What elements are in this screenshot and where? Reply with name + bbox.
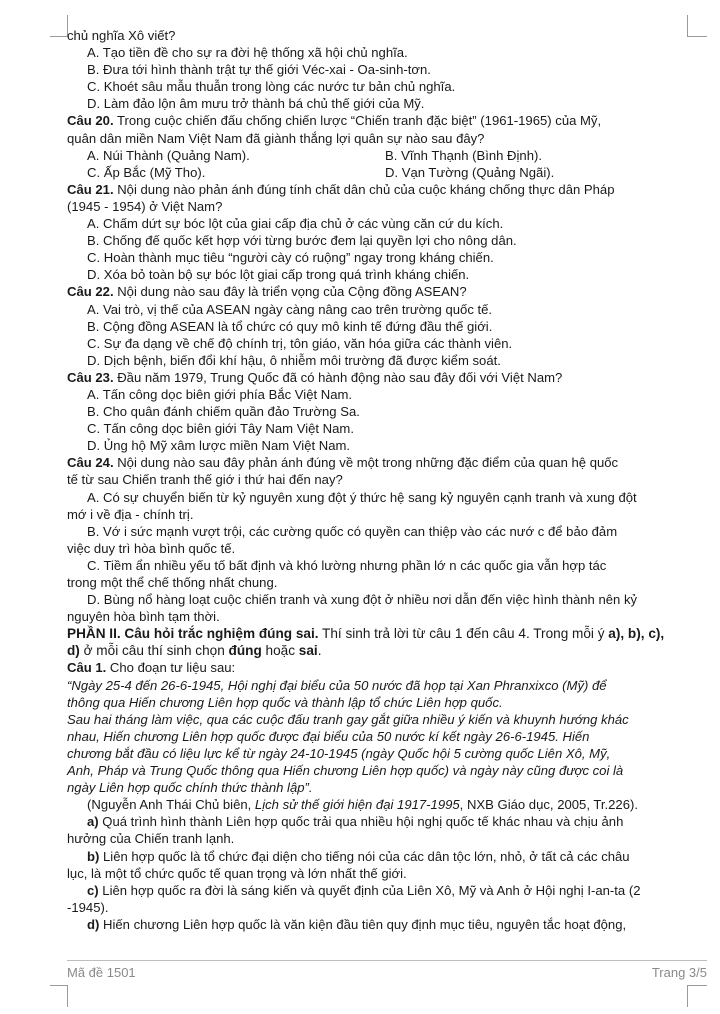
- quote-citation: [67, 796, 709, 813]
- option-c: C. Ấp Bắc (Mỹ Tho).: [87, 164, 206, 180]
- quote-line: Sau hai tháng làm việc, qua các cuộc đấu tranh gay gắt giữa nhiều ý kiến và khuynh hướng khác: [67, 711, 629, 727]
- question-number: Câu 22.: [67, 284, 114, 300]
- option-b-cont: việc duy trì hòa bình quốc tế.: [67, 540, 236, 556]
- question-text: Cho đoạn tư liệu sau:: [106, 660, 236, 676]
- question-text: Đầu năm 1979, Trung Quốc đã có hành động nào sau đây đối với Việt Nam?: [113, 369, 563, 385]
- crop-mark-top-left-h: [50, 36, 68, 37]
- statement-b-cont: lục, là một tổ chức quốc tế quan trọng và lớn nhất thế giới.: [67, 865, 407, 881]
- crop-mark-bottom-left-h: [50, 985, 68, 986]
- prev-option-a: A. Tạo tiền đề cho sự ra đời hệ thống xã hội chủ nghĩa.: [87, 45, 408, 61]
- statement-text: Liên hợp quốc là tổ chức đại diện cho tiếng nói của các dân tộc lớn, nhỏ, ở tất cả các châu: [99, 848, 630, 864]
- option-b: B. Vớ i sức mạnh vượt trội, các cường quốc có quyền can thiệp vào các nướ c để bảo đảm: [87, 523, 618, 539]
- option-d: D. Vạn Tường (Quảng Ngãi).: [385, 164, 555, 180]
- quote-line: chương bắt đầu có liệu lực kể từ ngày 24-10-1945 (ngày Quốc hội 5 cường quốc Liên Xô, Mỹ,: [67, 745, 611, 761]
- statement-a-cont: hưởng của Chiến tranh lạnh.: [67, 831, 235, 847]
- question-number: Câu 24.: [67, 455, 114, 471]
- option-b: B. Chống đế quốc kết hợp với từng bước đem lại quyền lợi cho nông dân.: [87, 233, 517, 249]
- page-number: Trang 3/5: [651, 965, 707, 980]
- footer-rule: [67, 960, 707, 961]
- statement-text: Hiến chương Liên hợp quốc là văn kiện đầu tiên quy định mục tiêu, nguyên tắc hoạt động,: [99, 916, 627, 932]
- part-2-instruction-cont: ở mỗi câu thí sinh chọn: [79, 643, 229, 659]
- period: .: [317, 643, 322, 659]
- option-c: C. Tiềm ẩn nhiều yếu tố bất định và khó lường nhưng phần lớ n các quốc gia vẫn hợp tác: [87, 557, 607, 573]
- statement-label: b): [87, 848, 100, 864]
- question-number: Câu 21.: [67, 181, 114, 197]
- question-24-stem-cont: tế từ sau Chiến tranh thế giớ i thứ hai đến nay?: [67, 472, 343, 488]
- quote-line: ngày Liên hợp quốc chính thức thành lập”.: [67, 780, 313, 796]
- statement-a: [67, 813, 709, 830]
- option-a: A. Núi Thành (Quảng Nam).: [87, 147, 250, 163]
- question-number: Câu 20.: [67, 113, 114, 129]
- option-d-cont: nguyên hòa bình tạm thời.: [67, 609, 220, 625]
- quote-line: Anh, Pháp và Trung Quốc thông qua Hiến chương Liên hợp quốc) và ngày này cũng được coi là: [67, 763, 624, 779]
- source-quote: [67, 677, 709, 797]
- option-b: B. Cho quân đánh chiếm quần đảo Trường Sa.: [87, 404, 360, 420]
- exam-code: Mã đề 1501: [67, 965, 136, 980]
- exam-page: [67, 27, 709, 933]
- option-d: D. Ủng hộ Mỹ xâm lược miền Nam Việt Nam.: [87, 438, 351, 454]
- citation-book-title: Lịch sử thế giới hiện đại 1917-1995: [254, 797, 460, 813]
- page-footer: [67, 965, 707, 980]
- option-d: D. Bùng nổ hàng loạt cuộc chiến tranh và xung đột ở nhiều nơi dẫn đến việc hình thành nên kỷ: [87, 592, 638, 608]
- quote-line: thông qua Hiến chương Liên hợp quốc và thành lập tổ chức Liên hợp quốc.: [67, 694, 503, 710]
- statement-label: c): [87, 882, 99, 898]
- question-text: Nội dung nào sau đây phản ánh đúng về một trong những đặc điểm của quan hệ quốc: [113, 455, 619, 471]
- question-24-stem: [67, 454, 709, 471]
- option-a-cont: mớ i về địa - chính trị.: [67, 506, 194, 522]
- citation-prefix: (Nguyễn Anh Thái Chủ biên,: [87, 797, 255, 813]
- option-c: C. Hoàn thành mục tiêu “người cày có ruộng” ngay trong kháng chiến.: [87, 250, 494, 266]
- part-2-item-d: d): [67, 643, 80, 659]
- option-a: A. Có sự chuyển biến từ kỷ nguyên xung đột ý thức hệ sang kỷ nguyên cạnh tranh và xung đột: [87, 489, 637, 505]
- question-20-options-row1: [67, 147, 709, 164]
- option-a: A. Chấm dứt sự bóc lột của giai cấp địa chủ ở các vùng căn cứ du kích.: [87, 216, 504, 232]
- statement-text: Quá trình hình thành Liên hợp quốc trải qua nhiều hội nghị quốc tế khác nhau và chịu ảnh: [98, 814, 624, 830]
- question-21-stem-cont: (1945 - 1954) ở Việt Nam?: [67, 198, 223, 214]
- statement-b: [67, 848, 709, 865]
- crop-mark-bottom-left-v: [67, 985, 68, 1007]
- statement-label: d): [87, 916, 100, 932]
- question-text: Trong cuộc chiến đấu chống chiến lược “Chiến tranh đặc biệt” (1961-1965) của Mỹ,: [113, 113, 602, 129]
- question-22-stem: [67, 283, 709, 300]
- option-c: C. Sự đa dạng về chế độ chính trị, tôn giáo, văn hóa giữa các thành viên.: [87, 335, 513, 351]
- prev-option-b: B. Đưa tới hình thành trật tự thế giới Véc-xai - Oa-sinh-tơn.: [87, 62, 431, 78]
- option-b: B. Vĩnh Thạnh (Bình Định).: [385, 147, 542, 163]
- part-2-items: a), b), c),: [608, 626, 665, 642]
- statement-c-cont: -1945).: [67, 899, 109, 915]
- crop-mark-bottom-right-v: [687, 985, 688, 1007]
- question-21-stem: [67, 181, 709, 198]
- question-23-stem: [67, 369, 709, 386]
- option-d: D. Dịch bệnh, biến đổi khí hậu, ô nhiễm môi trường đã được kiểm soát.: [87, 352, 501, 368]
- false-label: sai: [298, 643, 318, 659]
- prev-option-d: D. Làm đảo lộn âm mưu trở thành bá chủ thế giới của Mỹ.: [87, 96, 425, 112]
- citation-suffix: , NXB Giáo dục, 2005, Tr.226).: [459, 797, 638, 813]
- statement-label: a): [87, 814, 99, 830]
- question-20-options-row2: [67, 164, 709, 181]
- quote-line: nhau, Hiến chương Liên hợp quốc được đại biểu của 50 nước kí kết ngày 26-6-1945. Hiến: [67, 728, 590, 744]
- question-text: Nội dung nào phản ánh đúng tính chất dân chủ của cuộc kháng chống thực dân Pháp: [113, 181, 615, 197]
- question-number: Câu 1.: [67, 660, 107, 676]
- section-2-question-1-stem: [67, 659, 709, 676]
- option-c-cont: trong một thể chế thống nhất chung.: [67, 575, 278, 590]
- option-a: A. Vai trò, vị thế của ASEAN ngày càng nâng cao trên trường quốc tế.: [87, 301, 493, 317]
- statement-c: [67, 882, 709, 899]
- part-2-instruction: Thí sinh trả lời từ câu 1 đến câu 4. Trong mỗi ý: [318, 626, 609, 642]
- true-label: đúng: [228, 643, 262, 659]
- option-c: C. Tấn công dọc biên giới Tây Nam Việt Nam.: [87, 421, 354, 437]
- question-text: Nội dung nào sau đây là triển vọng của Cộng đồng ASEAN?: [113, 284, 467, 300]
- question-20-stem: [67, 112, 709, 129]
- option-b: B. Cộng đồng ASEAN là tổ chức có quy mô kinh tế đứng đầu thế giới.: [87, 318, 493, 334]
- prev-option-c: C. Khoét sâu mẫu thuẫn trong lòng các nước tư bản chủ nghĩa.: [87, 79, 456, 95]
- option-d: D. Xóa bỏ toàn bộ sự bóc lột giai cấp trong quá trình kháng chiến.: [87, 267, 470, 283]
- question-number: Câu 23.: [67, 369, 114, 385]
- part-2-heading-cont: [67, 642, 709, 659]
- option-a: A. Tấn công dọc biên giới phía Bắc Việt Nam.: [87, 386, 353, 402]
- quote-line: “Ngày 25-4 đến 26-6-1945, Hội nghị đại biểu của 50 nước đã họp tại Xan Phranxixco (Mỹ) để: [67, 677, 607, 693]
- crop-mark-bottom-right-h: [687, 985, 707, 986]
- part-2-heading: [67, 625, 709, 642]
- previous-question-tail: chủ nghĩa Xô viết?: [67, 28, 176, 43]
- or-label: hoặc: [261, 643, 299, 659]
- statement-text: Liên hợp quốc ra đời là sáng kiến và quyết định của Liên Xô, Mỹ và Anh ở Hội nghị I-an-ta (2: [98, 882, 641, 898]
- part-2-title: PHẦN II. Câu hỏi trắc nghiệm đúng sai.: [67, 626, 319, 642]
- question-20-stem-cont: quân dân miền Nam Việt Nam đã giành thắng lợi quân sự nào sau đây?: [67, 130, 485, 146]
- statement-d: [67, 916, 709, 933]
